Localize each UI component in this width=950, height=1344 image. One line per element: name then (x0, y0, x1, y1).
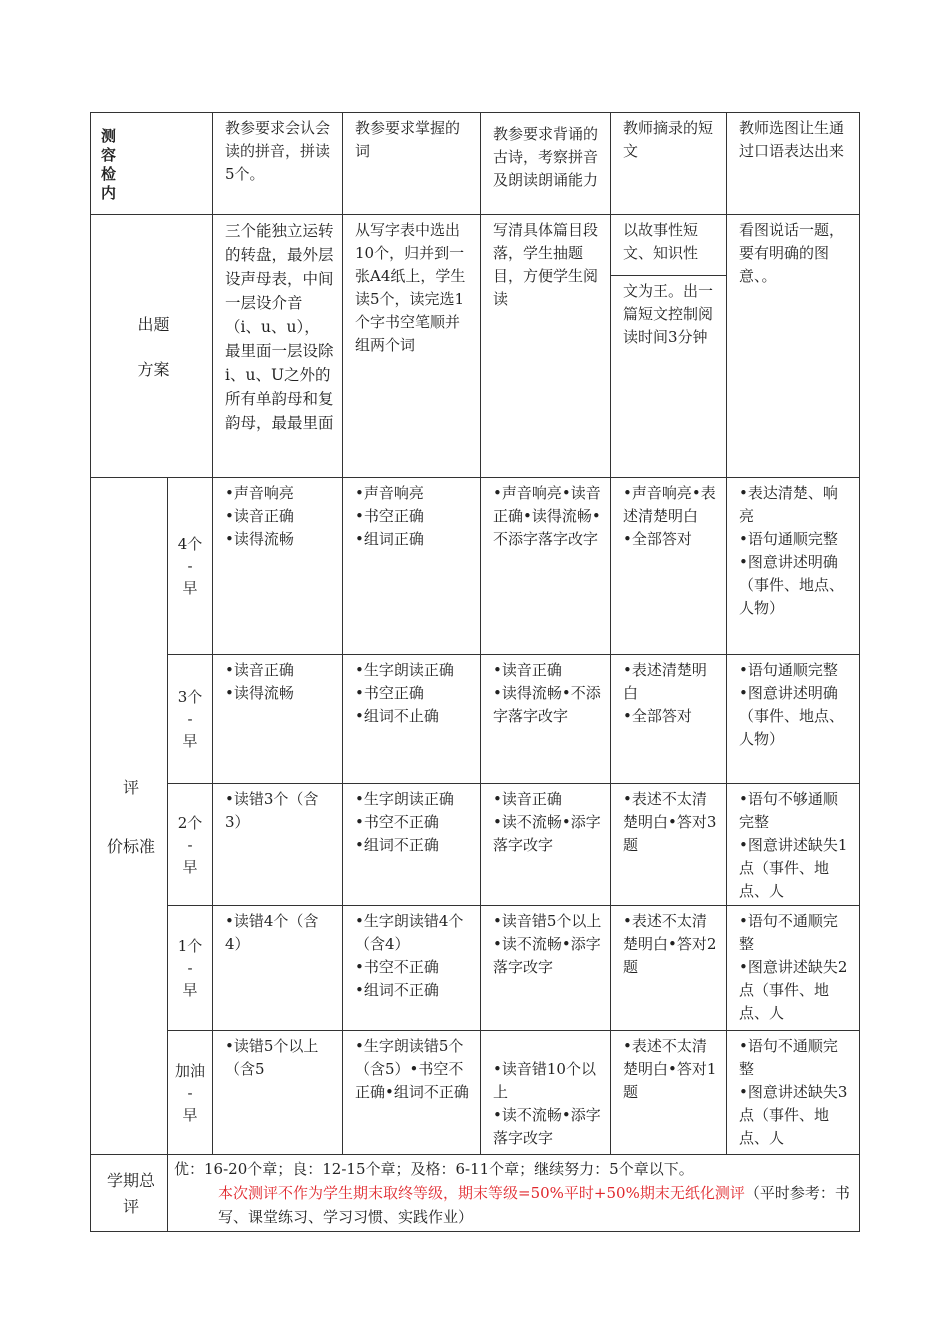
criteria-2-picture: •语句通顺完整 •图意讲述明确（事件、地点、人物） (727, 655, 860, 784)
header-pinyin: 教参要求会认会读的拼音，拼读5个。 (213, 113, 343, 215)
criteria-1-picture: •表达清楚、响亮 •语句通顺完整 •图意讲述明确（事件、地点、人物） (727, 478, 860, 655)
criteria-2-poems: •读音正确 •读得流畅•不添字落字改字 (481, 655, 611, 784)
criteria-label-line2: 价标准 (106, 837, 155, 856)
criteria-1-pinyin: •声音响亮 •读音正确 •读得流畅 (213, 478, 343, 655)
criteria-2-passage: •表述清楚明白 •全部答对 (611, 655, 727, 784)
summary-row (91, 1155, 860, 1232)
plan-poems: 写清具体篇目段落，学生抽题目，方便学生阅读 (481, 215, 611, 478)
plan-words: 从写字表中选出10个，归并到一张A4纸上，学生读5个，读完选1个字书空笔顺并组两个词 (343, 215, 481, 478)
criteria-label-line1: 评 (122, 778, 139, 797)
plan-pinyin: 三个能独立运转的转盘，最外层设声母表，中间一层设介音 （i、u、u），最里面一层设除i、u、U之外的所有单韵母和复韵母，最最里面 (213, 215, 343, 478)
header-picture: 教师选图让生通过口语表达出来 (727, 113, 860, 215)
criteria-5-poems: •读音错10个以上 •读不流畅•添字落字改字 (481, 1031, 611, 1155)
criteria-5-passage: •表述不太清楚明白•答对1题 (611, 1031, 727, 1155)
summary-note-tail: （平时参考：书写、课堂练习、学习习惯、实践作业） (218, 1184, 850, 1226)
criteria-4-words: •生字朗读错4个（含4） •书空不正确 •组词不正确 (343, 906, 481, 1031)
plan-label-line2: 方案 (137, 360, 170, 379)
criteria-level-1: 4个 - 早 (168, 478, 213, 655)
criteria-row-5 (91, 1031, 860, 1155)
header-words: 教参要求掌握的词 (343, 113, 481, 215)
criteria-row-4 (91, 906, 860, 1031)
assessment-table (90, 112, 860, 1232)
header-row (91, 113, 860, 215)
plan-label (91, 215, 213, 478)
plan-passage-bottom: 文为王。出一篇短文控制阅读时间3分钟 (611, 275, 726, 349)
criteria-level-4: 1个 - 早 (168, 906, 213, 1031)
criteria-2-words: •生字朗读正确 •书空正确 •组词不止确 (343, 655, 481, 784)
header-label: 测 容 检 内 (91, 113, 213, 215)
criteria-4-poems: •读音错5个以上 •读不流畅•添字落字改字 (481, 906, 611, 1031)
plan-passage-top: 以故事性短文、知识性 (623, 221, 699, 262)
summary-label: 学期总 评 (91, 1155, 168, 1232)
criteria-5-pinyin: •读错5个以上（含5 (213, 1031, 343, 1155)
criteria-1-poems: •声音响亮•读音正确•读得流畅•不添字落字改字 (481, 478, 611, 655)
criteria-3-passage: •表述不太清楚明白•答对3题 (611, 784, 727, 906)
criteria-3-words: •生字朗读正确 •书空不正确 •组词不正确 (343, 784, 481, 906)
plan-row (91, 215, 860, 478)
criteria-level-5: 加油 - 早 (168, 1031, 213, 1155)
criteria-label (91, 478, 168, 1155)
criteria-3-pinyin: •读错3个（含3） (213, 784, 343, 906)
criteria-row-3 (91, 784, 860, 906)
criteria-level-2: 3个 - 早 (168, 655, 213, 784)
plan-label-line1: 出题 (137, 315, 170, 334)
criteria-1-passage: •声音响亮•表述清楚明白 •全部答对 (611, 478, 727, 655)
criteria-row-1 (91, 478, 860, 655)
header-passage: 教师摘录的短文 (611, 113, 727, 215)
criteria-4-picture: •语句不通顺完整 •图意讲述缺失2点（事件、地点、人 (727, 906, 860, 1031)
summary-grades: 优：16-20个章；良：12-15个章；及格：6-11个章；继续努力：5个章以下。 (174, 1160, 694, 1178)
criteria-4-passage: •表述不太清楚明白•答对2题 (611, 906, 727, 1031)
summary-content (168, 1155, 860, 1232)
criteria-1-words: •声音响亮 •书空正确 •组词正确 (343, 478, 481, 655)
criteria-level-3: 2个 - 早 (168, 784, 213, 906)
criteria-3-picture: •语句不够通顺完整 •图意讲述缺失1点（事件、地点、人 (727, 784, 860, 906)
criteria-2-pinyin: •读音正确 •读得流畅 (213, 655, 343, 784)
plan-passage (611, 215, 727, 478)
summary-note (174, 1181, 853, 1229)
criteria-5-words: •生字朗读错5个（含5）•书空不正确•组词不正确 (343, 1031, 481, 1155)
header-poems: 教参要求背诵的古诗，考察拼音及朗读朗诵能力 (481, 113, 611, 215)
summary-note-red: 本次测评不作为学生期末取终等级，期末等级=50%平时+50%期末无纸化测评 (218, 1184, 745, 1202)
criteria-row-2 (91, 655, 860, 784)
criteria-3-poems: •读音正确 •读不流畅•添字落字改字 (481, 784, 611, 906)
criteria-4-pinyin: •读错4个（含4） (213, 906, 343, 1031)
criteria-5-picture: •语句不通顺完整 •图意讲述缺失3点（事件、地点、人 (727, 1031, 860, 1155)
plan-picture: 看图说话一题，要有明确的图 意、。 (727, 215, 860, 478)
